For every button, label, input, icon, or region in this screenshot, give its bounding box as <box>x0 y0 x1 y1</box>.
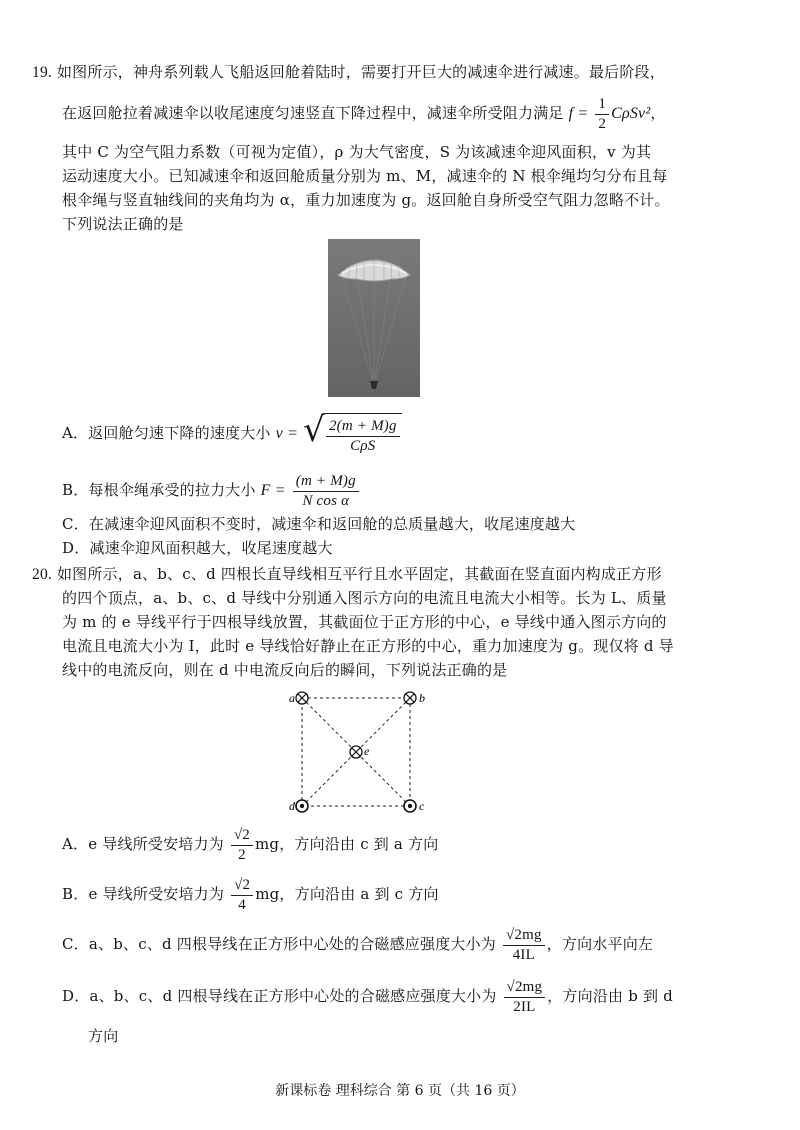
q20-option-b-denominator: 4 <box>238 896 246 913</box>
drag-formula-fraction <box>595 97 609 132</box>
option-c-label: C． <box>62 515 89 533</box>
q20-option-a-denominator: 2 <box>238 846 246 863</box>
q20-line-1 <box>32 564 662 585</box>
option-d-label: D． <box>62 539 90 557</box>
wire-diagram <box>280 686 440 822</box>
option-a-radical: √ $\frac{2(m + M)g}{\text{CρS}}$ <box>303 413 402 455</box>
q19-comma: ， <box>650 104 666 122</box>
option-a-numerator: 2(m + M)g <box>326 419 400 437</box>
q19-option-a[interactable] <box>62 410 402 455</box>
q20-line-4: 电流且电流大小为 I，此时 e 导线恰好静止在正方形的中心，重力加速度为 g。现仅将 d 导 <box>62 637 674 655</box>
q19-line-4: 运动速度大小。已知减速伞和返回舱质量分别为 m、M，减速伞的 N 根伞绳均匀分布且每 <box>62 167 668 185</box>
label-b: b <box>419 691 425 705</box>
option-a-lhs: v = <box>275 425 299 442</box>
q20-option-a-pre: e 导线所受安培力为 <box>88 835 224 853</box>
q19-line-3: 其中 C 为空气阻力系数（可视为定值），ρ 为大气密度，S 为该减速伞迎风面积，v 为其 <box>62 143 652 161</box>
q19-line-6: 下列说法正确的是 <box>62 215 184 233</box>
q19-line-5: 根伞绳与竖直轴线间的夹角均为 α，重力加速度为 g。返回舱自身所受空气阻力忽略不计。 <box>62 191 670 209</box>
option-d-text: 减速伞迎风面积越大，收尾速度越大 <box>89 539 333 557</box>
q20-option-d[interactable] <box>62 978 673 1015</box>
q20-option-b-post: mg，方向沿由 a 到 c 方向 <box>255 885 439 903</box>
q20-stem-1: 如图所示，a、b、c、d 四根长直导线相互平行且水平固定，其截面在竖直面内构成正方形 <box>56 565 662 583</box>
q20-option-a-label: A． <box>62 835 89 853</box>
q20-line-2: 的四个顶点，a、b、c、d 导线中分别通入图示方向的电流且电流大小相等。长为 L、质量 <box>62 589 667 607</box>
q20-option-b-label: B． <box>62 885 89 903</box>
option-b-numerator: (m + M)g <box>293 474 359 492</box>
q20-option-b[interactable] <box>62 876 439 913</box>
label-a: a <box>289 691 295 705</box>
q20-option-d-post: ，方向沿由 b 到 d <box>547 987 673 1005</box>
q20-option-d-pre: a、b、c、d 四根导线在正方形中心处的合磁感应强度大小为 <box>89 987 497 1005</box>
q19-number: 19. <box>32 64 52 81</box>
parachute-photo <box>328 239 420 397</box>
wire-d-dot-symbol <box>296 800 308 812</box>
q20-option-c-pre: a、b、c、d 四根导线在正方形中心处的合磁感应强度大小为 <box>88 935 497 953</box>
q19-stem-1: 如图所示，神舟系列载人飞船返回舱着陆时，需要打开巨大的减速伞进行减速。最后阶段， <box>56 63 665 81</box>
q20-option-c-post: ，方向水平向左 <box>546 935 654 953</box>
q20-option-d-line-2: 方向 <box>88 1027 119 1045</box>
drag-formula-lhs: f = <box>568 105 589 122</box>
option-b-label: B． <box>62 481 89 499</box>
q20-option-c-denominator: 4IL <box>512 946 535 963</box>
q20-option-a-numerator: √2 <box>231 828 253 846</box>
q20-option-b-numerator: √2 <box>231 878 253 896</box>
wire-e-cross-symbol <box>350 746 362 758</box>
q20-option-c-numerator: √2mg <box>503 928 545 946</box>
page-footer: 新课标卷 理科综合 第 6 页（共 16 页） <box>275 1083 525 1099</box>
q20-option-d-label: D． <box>62 987 90 1005</box>
drag-formula-denominator: 2 <box>598 115 607 132</box>
q19-line-1 <box>32 62 665 83</box>
q20-option-b-fraction <box>231 878 253 913</box>
q19-option-c[interactable] <box>62 514 575 534</box>
option-b-denominator: N cos α <box>302 492 350 509</box>
q20-option-c-fraction <box>503 928 545 963</box>
q20-option-b-pre: e 导线所受安培力为 <box>88 885 225 903</box>
q20-option-d-fraction <box>504 980 546 1015</box>
option-b-fraction <box>293 474 359 509</box>
label-c: c <box>419 799 425 813</box>
q20-option-a-post: mg，方向沿由 c 到 a 方向 <box>255 835 439 853</box>
drag-formula-rhs: CρSv² <box>611 105 651 122</box>
q20-option-c[interactable] <box>62 926 653 963</box>
q20-option-d-numerator: √2mg <box>504 980 546 998</box>
q20-option-a-fraction <box>231 828 253 863</box>
option-c-text: 在减速伞迎风面积不变时，减速伞和返回舱的总质量越大，收尾速度越大 <box>88 515 576 533</box>
parachute-illustration <box>328 239 420 397</box>
q19-option-b[interactable] <box>62 470 361 511</box>
drag-formula-numerator: 1 <box>595 97 609 115</box>
option-a-text: 返回舱匀速下降的速度大小 <box>88 424 271 442</box>
option-a-label: A． <box>62 424 89 442</box>
label-e: e <box>364 744 370 758</box>
option-a-fraction <box>326 419 400 454</box>
option-a-denominator: CρS <box>350 437 376 454</box>
q20-number: 20. <box>32 566 52 583</box>
q19-stem-2: 在返回舱拉着减速伞以收尾速度匀速竖直下降过程中，减速伞所受阻力满足 <box>62 104 564 122</box>
wire-a-cross-symbol <box>296 692 308 704</box>
wire-b-cross-symbol <box>404 692 416 704</box>
q20-option-d-denominator: 2IL <box>513 998 536 1015</box>
option-b-lhs: F = <box>260 482 286 499</box>
q19-line-2 <box>62 96 666 132</box>
label-d: d <box>289 799 295 813</box>
q20-line-3: 为 m 的 e 导线平行于四根导线放置，其截面位于正方形的中心，e 导线中通入图示方向的 <box>62 613 667 631</box>
q20-option-a[interactable] <box>62 826 438 863</box>
q20-line-5: 线中的电流反向，则在 d 中电流反向后的瞬间，下列说法正确的是 <box>62 661 508 679</box>
wire-c-dot-symbol <box>404 800 416 812</box>
q19-option-d[interactable] <box>62 538 333 558</box>
q20-option-c-label: C． <box>62 935 89 953</box>
option-b-text: 每根伞绳承受的拉力大小 <box>88 481 256 499</box>
